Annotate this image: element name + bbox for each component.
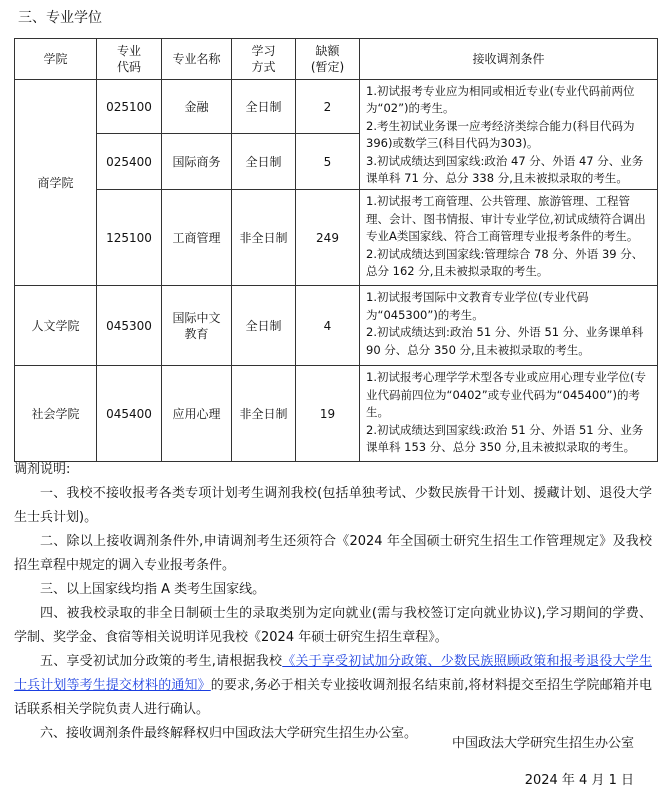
college-cell: 商学院 [15,80,97,286]
mode-cell: 全日制 [232,286,296,366]
header-mode: 学习 方式 [232,39,296,80]
notes-title: 调剂说明: [14,462,71,477]
major-cell: 工商管理 [162,190,232,286]
quota-cell: 249 [296,190,360,286]
major-cell: 国际中文 教育 [162,286,232,366]
header-major: 专业名称 [162,39,232,80]
adjustment-notes [14,458,652,746]
quota-cell: 4 [296,286,360,366]
code-cell: 025100 [97,80,162,134]
note-item: 六、接收调剂条件最终解释权归中国政法大学研究生招生办公室。 [40,726,418,741]
header-code: 专业 代码 [97,39,162,80]
note-item: 二、除以上接收调剂条件外,申请调剂考生还须符合《2024 年全国硕士研究生招生工作管理规定》及我校招生章程中规定的调入专业报考条件。 [14,534,652,573]
signature-date: 2024 年 4 月 1 日 [524,773,634,788]
table-header-row [15,39,658,80]
code-cell: 125100 [97,190,162,286]
conditions-cell: 1.初试报考工商管理、公共管理、旅游管理、工程管理、会计、图书情报、审计专业学位,初试成绩符合调出专业A类国家线、符合工商管理专业报考条件的考生。 2.初试成绩达到国家线:管理综合 78 分、外语 39 分、总分 162 分,且未被拟录取的考生。 [360,190,658,286]
conditions-cell: 1.初试报考专业应为相同或相近专业(专业代码前两位为“02”)的考生。 2.考生初试业务课一应考经济类综合能力(科目代码为396)或数学三(科目代码为303)。 3.初试成绩达到国家线:政治 47 分、外语 47 分、业务课单科 71 分、总分 338 分,且未被拟录取的考生。 [360,80,658,190]
quota-cell: 2 [296,80,360,134]
conditions-cell: 1.初试报考国际中文教育专业学位(专业代码为“045300”)的考生。 2.初试成绩达到:政治 51 分、外语 51 分、业务课单科 90 分、总分 350 分,且未被拟录取的考生。 [360,286,658,366]
major-cell: 国际商务 [162,134,232,190]
college-cell: 人文学院 [15,286,97,366]
code-cell: 045400 [97,366,162,462]
major-cell: 应用心理 [162,366,232,462]
table-row [15,366,658,462]
admission-table [14,38,658,462]
table-row [15,286,658,366]
note-item-5: 五、享受初试加分政策的考生,请根据我校《关于享受初试加分政策、少数民族照顾政策和报考退役大学生士兵计划等考生提交材料的通知》的要求,务必于相关专业接收调剂报名结束前,将材料提交至招生学院邮箱并电话联系相关学院负责人进行确认。 [14,654,652,717]
table-row [15,80,658,134]
code-cell: 025400 [97,134,162,190]
college-cell: 社会学院 [15,366,97,462]
header-college: 学院 [15,39,97,80]
mode-cell: 全日制 [232,134,296,190]
note-item: 四、被我校录取的非全日制硕士生的录取类别为定向就业(需与我校签订定向就业协议),学习期间的学费、学制、奖学金、食宿等相关说明详见我校《2024 年硕士研究生招生章程》。 [14,606,652,645]
note-item: 一、我校不接收报考各类专项计划考生调剂我校(包括单独考试、少数民族骨干计划、援藏计划、退役大学生士兵计划)。 [14,486,652,525]
code-cell: 045300 [97,286,162,366]
signature-office: 中国政法大学研究生招生办公室 [451,736,634,751]
header-quota: 缺额 (暂定) [296,39,360,80]
mode-cell: 非全日制 [232,190,296,286]
major-cell: 金融 [162,80,232,134]
table-row [15,190,658,286]
quota-cell: 19 [296,366,360,462]
quota-cell: 5 [296,134,360,190]
header-conditions: 接收调剂条件 [360,39,658,80]
notice-link[interactable]: 《关于享受初试加分政策、少数民族照顾政策和报考退役大学生士兵计划等考生提交材料的通知》 [14,654,652,693]
mode-cell: 非全日制 [232,366,296,462]
mode-cell: 全日制 [232,80,296,134]
conditions-cell: 1.初试报考心理学学术型各专业或应用心理专业学位(专业代码前四位为“0402”或专业代码为“045400”)的考生。 2.初试成绩达到国家线:政治 51 分、外语 51 分、业务课单科 153 分、总分 350 分,且未被拟录取的考生。 [360,366,658,462]
note-item: 三、以上国家线均指 A 类考生国家线。 [40,582,266,597]
section-title: 三、专业学位 [18,10,102,26]
